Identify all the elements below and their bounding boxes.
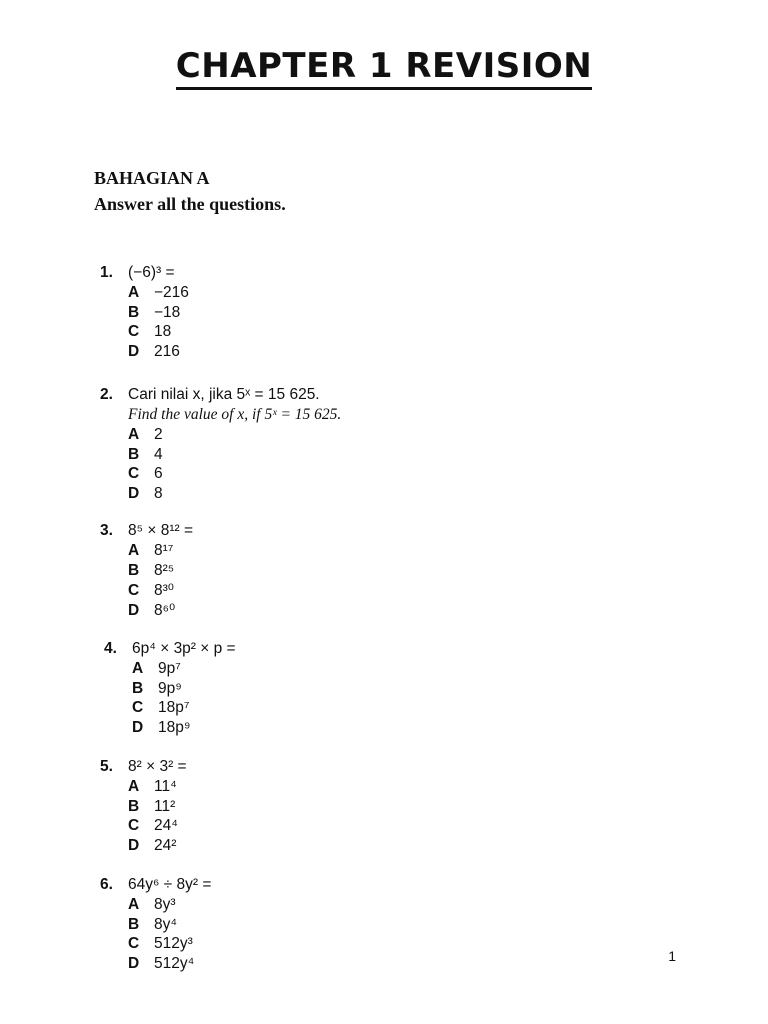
option-letter: C (128, 323, 140, 340)
option-text: 8 (154, 484, 163, 502)
answer-option (100, 817, 187, 837)
question-item (100, 758, 187, 856)
option-text: 11² (154, 797, 176, 815)
option-letter: B (128, 797, 140, 815)
option-letter: A (132, 660, 144, 677)
option-letter: C (128, 935, 140, 952)
option-letter: B (132, 679, 144, 697)
question-text: 8⁵ × 8¹² = (128, 522, 194, 539)
question-number: 3. (100, 522, 113, 539)
option-letter: C (128, 582, 140, 599)
answer-option (104, 680, 236, 700)
option-letter: A (128, 896, 140, 913)
option-text: 18p⁹ (158, 718, 191, 736)
option-letter: A (128, 542, 140, 559)
option-letter: D (128, 954, 140, 972)
answer-option (100, 601, 193, 621)
option-text: 512y⁴ (154, 954, 195, 972)
answer-option (100, 485, 341, 505)
option-text: 8⁶⁰ (154, 601, 176, 619)
question-number: 5. (100, 758, 113, 775)
option-text: −216 (154, 284, 189, 301)
answer-option (104, 660, 236, 680)
answer-option (100, 837, 187, 857)
answer-option (100, 778, 187, 798)
option-letter: A (128, 284, 140, 301)
question-text: 64y⁶ ÷ 8y² = (128, 876, 212, 893)
option-letter: B (128, 303, 140, 321)
answer-option (100, 323, 189, 343)
page-number: 1 (668, 948, 676, 964)
answer-option (100, 542, 193, 562)
question-number: 2. (100, 386, 113, 403)
answer-option (100, 426, 341, 446)
option-text: 8³⁰ (154, 582, 174, 599)
answer-option (100, 581, 193, 601)
question-text: Cari nilai x, jika 5ˣ = 15 625. (128, 386, 320, 403)
option-letter: C (128, 817, 140, 834)
answer-option (100, 562, 193, 582)
question-number: 6. (100, 876, 113, 893)
option-text: 8¹⁷ (154, 542, 174, 559)
answer-option (100, 304, 189, 324)
option-letter: A (128, 426, 140, 443)
option-letter: B (128, 445, 140, 463)
question-number: 1. (100, 264, 113, 281)
question-stem (100, 522, 193, 542)
question-stem (100, 876, 211, 896)
answer-option (100, 465, 341, 485)
question-item (100, 386, 341, 504)
section-heading: BAHAGIAN A (94, 168, 210, 188)
answer-option (100, 955, 211, 975)
answer-option (100, 916, 211, 936)
option-text: 2 (154, 426, 163, 443)
option-text: 24⁴ (154, 817, 178, 834)
question-number: 4. (104, 640, 117, 657)
option-text: 8²⁵ (154, 561, 175, 579)
question-stem (100, 758, 187, 778)
section-instruction: Answer all the questions. (94, 194, 286, 214)
option-letter: D (132, 718, 144, 736)
option-text: −18 (154, 303, 181, 321)
question-stem (104, 640, 236, 660)
question-item (104, 640, 236, 738)
option-letter: B (128, 915, 140, 933)
answer-option (100, 284, 189, 304)
option-text: 4 (154, 445, 163, 463)
page-title (0, 46, 768, 86)
answer-option (100, 446, 341, 466)
option-letter: D (128, 836, 140, 854)
question-item (100, 876, 211, 974)
answer-option (104, 699, 236, 719)
option-text: 24² (154, 836, 177, 854)
option-letter: D (128, 342, 140, 360)
option-text: 18p⁷ (158, 699, 190, 716)
option-text: 11⁴ (154, 778, 177, 795)
option-letter: C (132, 699, 144, 716)
option-text: 512y³ (154, 935, 193, 952)
answer-option (100, 896, 211, 916)
answer-option (100, 935, 211, 955)
option-text: 8y³ (154, 896, 176, 913)
answer-option (100, 798, 187, 818)
option-letter: B (128, 561, 140, 579)
question-stem (100, 264, 189, 284)
option-letter: C (128, 465, 140, 482)
question-item (100, 264, 189, 362)
question-stem (100, 386, 341, 406)
option-text: 8y⁴ (154, 915, 178, 933)
option-text: 9p⁹ (158, 679, 182, 697)
option-text: 9p⁷ (158, 660, 181, 677)
question-text: 8² × 3² = (128, 758, 187, 775)
option-letter: A (128, 778, 140, 795)
question-item (100, 522, 193, 620)
option-text: 216 (154, 342, 180, 360)
answer-option (100, 343, 189, 363)
page-title-text: CHAPTER 1 REVISION (176, 46, 592, 90)
question-text: (−6)³ = (128, 264, 175, 281)
answer-option (104, 719, 236, 739)
option-text: 6 (154, 465, 163, 482)
option-letter: D (128, 484, 140, 502)
question-text: 6p⁴ × 3p² × p = (132, 640, 236, 657)
option-text: 18 (154, 323, 172, 340)
option-letter: D (128, 601, 140, 619)
question-text-english: Find the value of x, if 5ˣ = 15 625. (128, 406, 342, 423)
